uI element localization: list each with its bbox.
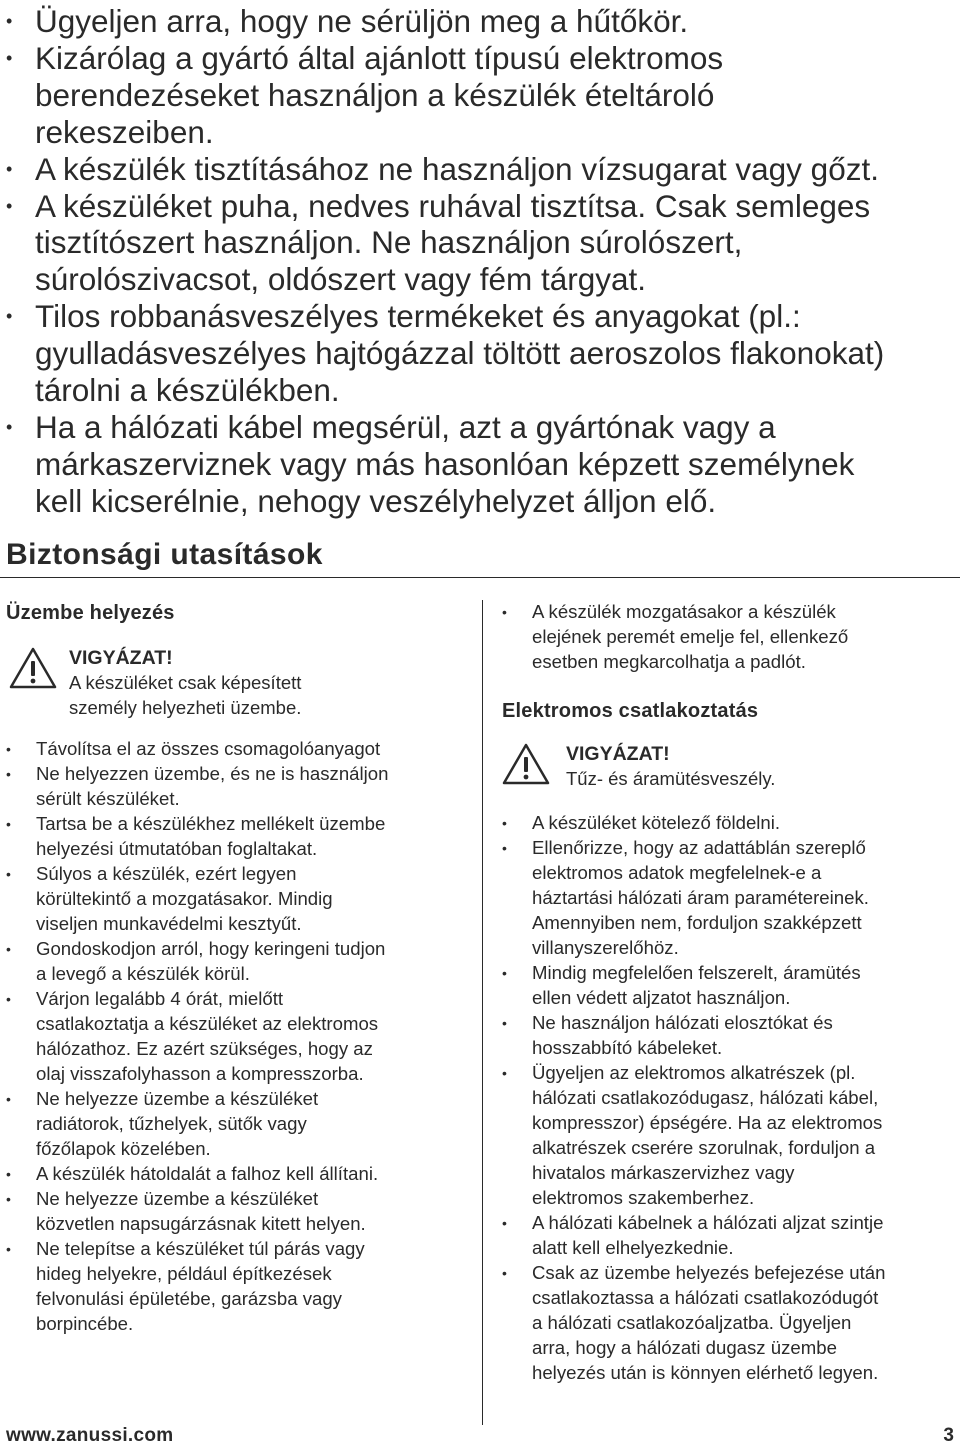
line: gyulladásveszélyes hajtógázzal töltött aeroszolos flakonokat): [35, 335, 885, 372]
line: A hálózati kábelnek a hálózati aljzat szintje: [532, 1211, 884, 1233]
list-item: [6, 987, 476, 1087]
line: tárolni a készülékben.: [35, 372, 340, 409]
list-item: [502, 1261, 957, 1386]
warning-box: [566, 742, 775, 792]
line: közvetlen napsugárzásnak kitett helyen.: [36, 1212, 366, 1234]
list-item: [6, 1237, 476, 1337]
moving-list: [502, 600, 957, 675]
line: Kizárólag a gyártó által ajánlott típusú elektromos: [35, 39, 724, 76]
line: Amennyiben nem, forduljon szakképzett: [532, 911, 862, 933]
line: tisztítószert használjon. Ne használjon súrolószert,: [35, 224, 743, 261]
list-item: [6, 1162, 476, 1187]
list-item: [502, 811, 957, 836]
warning-text-line: A készüléket csak képesített: [69, 671, 302, 693]
line: márkaszerviznek vagy más hasonlóan képzett személynek: [35, 445, 855, 482]
line: hálózathoz. Ez azért szükséges, hogy az: [36, 1037, 373, 1059]
page-number: 3: [943, 1425, 954, 1446]
line: elektromos adatok megfelelnek-e a: [532, 861, 822, 883]
line: A készüléket kötelező földelni.: [532, 812, 781, 833]
line: berendezéseket használjon a készülék ételtároló: [35, 76, 715, 113]
line: kompresszor) épségére. Ha az elektromos: [532, 1111, 883, 1133]
list-item: [0, 188, 960, 299]
line: elejének peremét emelje fel, ellenkező: [532, 625, 849, 647]
line: Gondoskodjon arról, hogy keringeni tudjon: [36, 937, 386, 959]
installation-list: [6, 737, 476, 1337]
footer-url[interactable]: www.zanussi.com: [6, 1425, 174, 1446]
line: a hálózati csatlakozóaljzatba. Ügyeljen: [532, 1311, 852, 1333]
line: A készülék hátoldalát a falhoz kell állítani.: [36, 1162, 379, 1184]
line: főzőlapok közelében.: [36, 1137, 211, 1159]
list-item: [0, 3, 960, 40]
warning-box: [69, 646, 301, 720]
section-title: Biztonsági utasítások: [6, 538, 323, 571]
line: csatlakoztassa a hálózati csatlakozódugót: [532, 1286, 879, 1308]
line: Várjon legalább 4 órát, mielőtt: [36, 987, 284, 1009]
line: háztartási hálózati áram paramétereinek.: [532, 886, 869, 908]
line: ellen védett aljzatot használjon.: [532, 986, 791, 1008]
line: Ne helyezze üzembe a készüléket: [36, 1187, 319, 1209]
list-item: [0, 151, 960, 188]
list-item: [6, 812, 476, 862]
warning-title: VIGYÁZAT!: [69, 647, 173, 669]
warning-triangle-icon: [8, 646, 58, 690]
line: esetben megkarcolhatja a padlót.: [532, 650, 806, 672]
line: alkatrészek cserére szorulnak, forduljon a: [532, 1136, 876, 1158]
line: elektromos szakemberhez.: [532, 1186, 755, 1208]
line: Ne használjon hálózati elosztókat és: [532, 1011, 833, 1033]
list-item: [6, 737, 476, 762]
list-item: [6, 862, 476, 937]
warning-title: VIGYÁZAT!: [566, 743, 670, 765]
line: a levegő a készülék körül.: [36, 962, 250, 984]
line: sérült készüléket.: [36, 787, 180, 809]
line: Tilos robbanásveszélyes termékeket és anyagokat (pl.:: [35, 298, 801, 335]
line: Tartsa be a készülékhez mellékelt üzembe: [36, 812, 386, 834]
list-item: [502, 600, 957, 675]
line: felvonulási épületébe, garázsba vagy: [36, 1287, 342, 1309]
line: Ne telepítse a készüléket túl párás vagy: [36, 1237, 365, 1259]
line: borpincébe.: [36, 1312, 134, 1334]
list-item: [6, 937, 476, 987]
line: Távolítsa el az összes csomagolóanyagot: [36, 738, 381, 759]
line: olaj visszafolyhasson a kompresszorba.: [36, 1062, 364, 1084]
electrical-heading: Elektromos csatlakoztatás: [502, 700, 759, 722]
section-divider: [0, 577, 960, 578]
top-bullet-list: [0, 3, 960, 520]
line: Ügyeljen arra, hogy ne sérüljön meg a hűtőkör.: [35, 3, 689, 39]
line: Ne helyezzen üzembe, és ne is használjon: [36, 762, 389, 784]
line: súrolószivacsot, oldószert vagy fém tárgyat.: [35, 261, 647, 298]
line: A készülék tisztításához ne használjon vízsugarat vagy gőzt.: [35, 150, 879, 187]
installation-heading: Üzembe helyezés: [6, 602, 175, 624]
warning-text-line: személy helyezheti üzembe.: [69, 696, 302, 718]
line: helyezés után is könnyen elérhető legyen.: [532, 1361, 879, 1383]
column-divider: [482, 600, 483, 1425]
line: hideg helyekre, például építkezések: [36, 1262, 332, 1284]
line: Mindig megfelelően felszerelt, áramütés: [532, 961, 861, 983]
list-item: [502, 1011, 957, 1061]
line: radiátorok, tűzhelyek, sütők vagy: [36, 1112, 307, 1134]
electrical-list: [502, 811, 957, 1386]
list-item: [6, 762, 476, 812]
line: alatt kell elhelyezkednie.: [532, 1236, 734, 1258]
line: Csak az üzembe helyezés befejezése után: [532, 1261, 886, 1283]
line: A készüléket puha, nedves ruhával tisztítsa. Csak semleges: [35, 187, 871, 224]
list-item: [502, 961, 957, 1011]
line: Ügyeljen az elektromos alkatrészek (pl.: [532, 1061, 856, 1083]
line: csatlakoztatja a készüléket az elektromos: [36, 1012, 379, 1034]
line: helyezési útmutatóban foglaltakat.: [36, 837, 318, 859]
list-item: [502, 836, 957, 961]
list-item: [6, 1187, 476, 1237]
list-item: [0, 298, 960, 409]
list-item: [0, 409, 960, 520]
list-item: [502, 1061, 957, 1211]
line: hivatalos márkaszervizhez vagy: [532, 1161, 795, 1183]
line: Ha a hálózati kábel megsérül, azt a gyártónak vagy a: [35, 408, 776, 445]
warning-text-line: Tűz- és áramütésveszély.: [566, 767, 776, 789]
line: viseljen munkavédelmi kesztyűt.: [36, 912, 302, 934]
line: villanyszerelőhöz.: [532, 936, 679, 958]
warning-triangle-icon: [501, 742, 551, 786]
list-item: [502, 1211, 957, 1261]
line: körültekintő a mozgatásakor. Mindig: [36, 887, 333, 909]
line: arra, hogy a hálózati dugasz üzembe: [532, 1336, 837, 1358]
line: rekeszeiben.: [35, 113, 214, 150]
line: Súlyos a készülék, ezért legyen: [36, 862, 297, 884]
line: Ellenőrizze, hogy az adattáblán szereplő: [532, 836, 866, 858]
line: hálózati csatlakozódugasz, hálózati kábel,: [532, 1086, 879, 1108]
line: hosszabbító kábeleket.: [532, 1036, 723, 1058]
line: A készülék mozgatásakor a készülék: [532, 601, 836, 622]
line: Ne helyezze üzembe a készüléket: [36, 1087, 319, 1109]
line: kell kicserélnie, nehogy veszélyhelyzet álljon elő.: [35, 482, 717, 519]
list-item: [0, 40, 960, 151]
list-item: [6, 1087, 476, 1162]
